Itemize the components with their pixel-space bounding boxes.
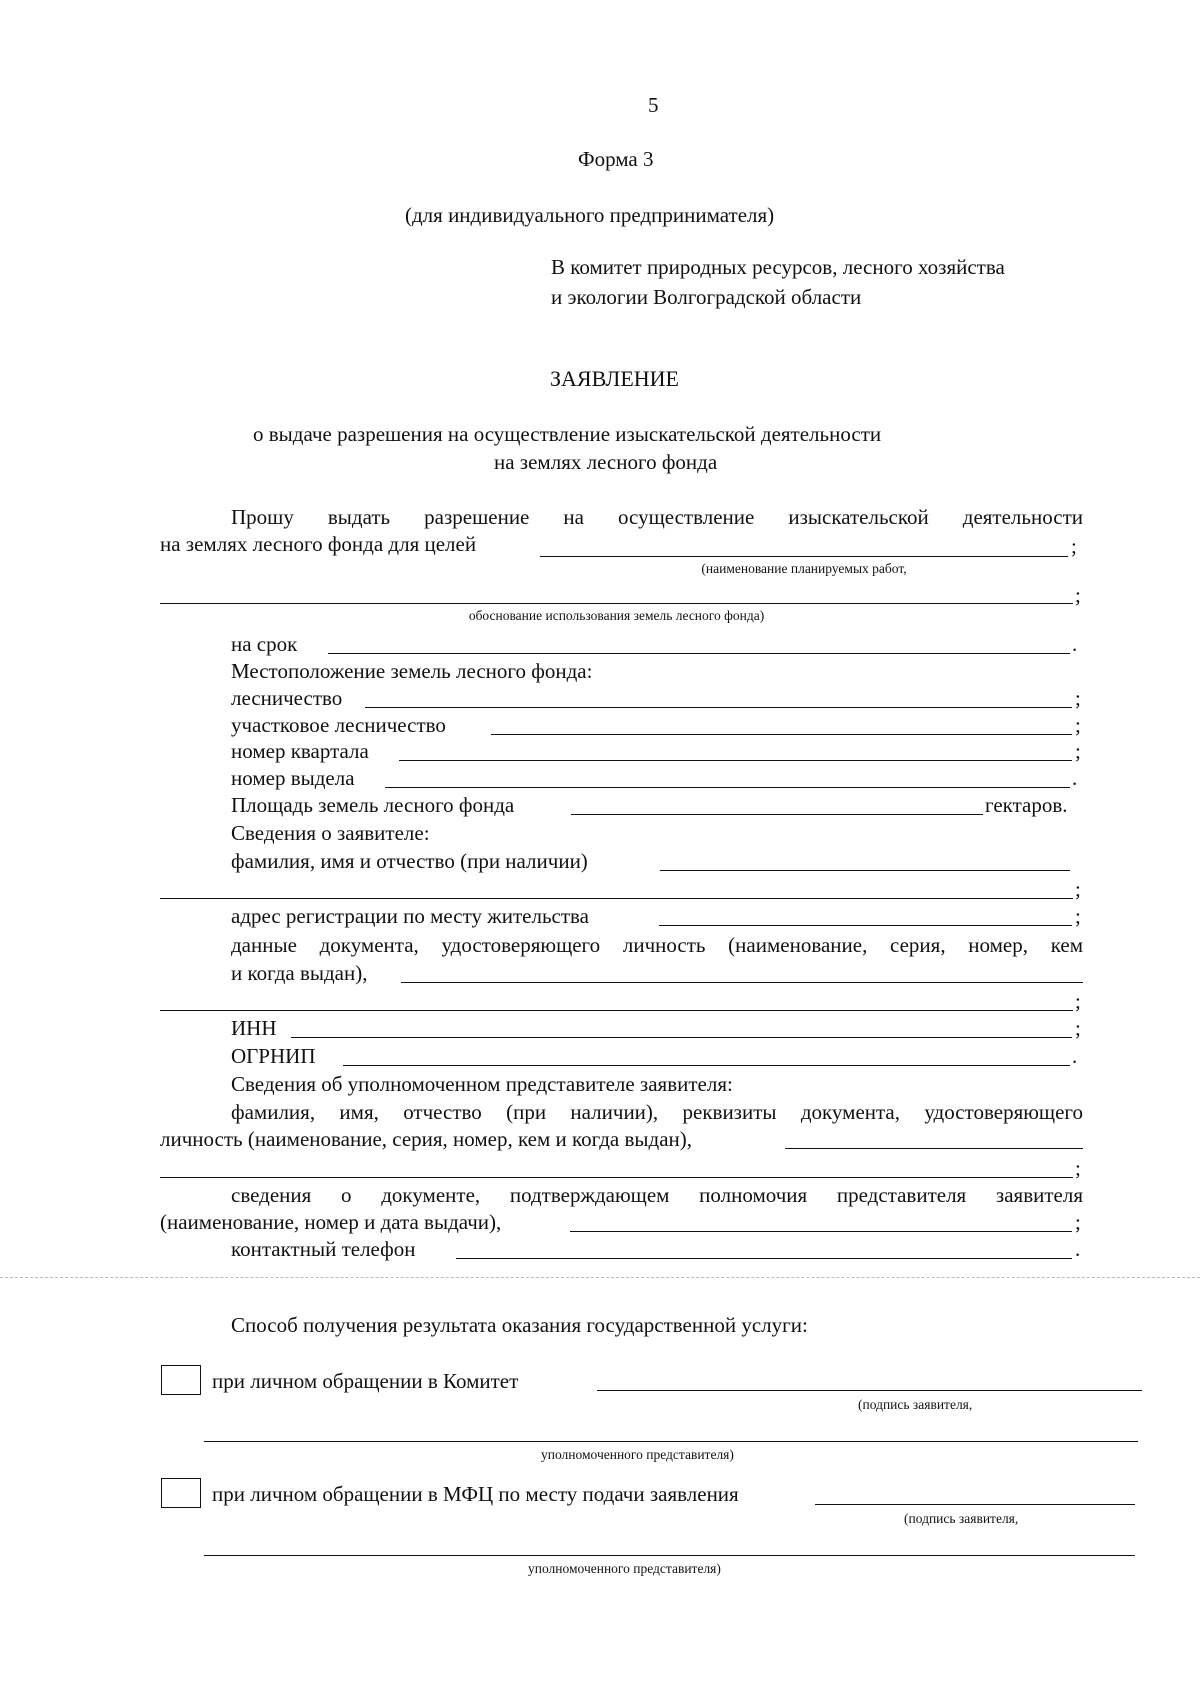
quarter-number-field[interactable] bbox=[399, 760, 1072, 761]
area-label: Площадь земель лесного фонда bbox=[231, 793, 515, 817]
justification-field[interactable] bbox=[160, 603, 1073, 604]
rep-doc-line-2: (наименование, номер и дата выдачи), bbox=[160, 1210, 502, 1234]
form-subtitle: (для индивидуального предпринимателя) bbox=[405, 203, 775, 227]
id-doc-field-2[interactable] bbox=[160, 1010, 1073, 1011]
rep-doc-line-1: сведения о документе, подтверждающем полномочия представителя заявителя bbox=[231, 1183, 1083, 1207]
option-committee-label: при личном обращении в Комитет bbox=[212, 1369, 519, 1393]
location-header: Местоположение земель лесного фонда: bbox=[231, 659, 593, 683]
subtitle-line-2: на землях лесного фонда bbox=[494, 450, 718, 474]
phone-label: контактный телефон bbox=[231, 1237, 416, 1261]
inn-field[interactable] bbox=[291, 1037, 1072, 1038]
rep-name-field-1[interactable] bbox=[785, 1148, 1083, 1149]
allotment-number-field[interactable] bbox=[385, 787, 1070, 788]
rep-name-line-2: личность (наименование, серия, номер, кем и когда выдан), bbox=[160, 1127, 693, 1151]
area-unit: гектаров. bbox=[985, 793, 1068, 817]
mfc-signature-field[interactable] bbox=[815, 1504, 1135, 1505]
rep-name-line-1: фамилия, имя, отчество (при наличии), реквизиты документа, удостоверяющего bbox=[231, 1100, 1083, 1124]
rep-doc-field[interactable] bbox=[570, 1231, 1072, 1232]
scan-artifact-line bbox=[0, 1277, 1200, 1278]
rep-header: Сведения об уполномоченном представителе заявителя: bbox=[231, 1072, 733, 1096]
committee-hint-2: уполномоченного представителя) bbox=[541, 1447, 734, 1462]
phone-field[interactable] bbox=[456, 1258, 1072, 1259]
full-name-field-1[interactable] bbox=[660, 870, 1070, 871]
addressee-line-1: В комитет природных ресурсов, лесного хозяйства bbox=[551, 255, 1005, 279]
option-mfc-label: при личном обращении в МФЦ по месту подачи заявления bbox=[212, 1482, 739, 1506]
committee-hint-1: (подпись заявителя, bbox=[858, 1397, 973, 1412]
registration-address-field[interactable] bbox=[659, 925, 1072, 926]
term-label: на срок bbox=[231, 632, 298, 656]
ogrnip-label: ОГРНИП bbox=[231, 1044, 316, 1068]
mfc-hint-1: (подпись заявителя, bbox=[904, 1511, 1019, 1526]
subtitle-line-1: о выдаче разрешения на осуществление изыскательской деятельности bbox=[253, 422, 882, 446]
applicant-header: Сведения о заявителе: bbox=[231, 821, 430, 845]
inn-label: ИНН bbox=[231, 1016, 277, 1040]
purpose-field[interactable] bbox=[540, 556, 1068, 557]
request-line-2: на землях лесного фонда для целей bbox=[160, 532, 477, 556]
form-label: Форма 3 bbox=[578, 147, 654, 171]
mfc-hint-2: уполномоченного представителя) bbox=[528, 1561, 721, 1576]
document-title: ЗАЯВЛЕНИЕ bbox=[550, 366, 679, 391]
quarter-number-label: номер квартала bbox=[231, 739, 369, 763]
full-name-field-2[interactable] bbox=[160, 898, 1073, 899]
option-mfc-checkbox[interactable] bbox=[161, 1478, 201, 1508]
result-header: Способ получения результата оказания государственной услуги: bbox=[231, 1313, 808, 1337]
full-name-label: фамилия, имя и отчество (при наличии) bbox=[231, 849, 588, 873]
forestry-label: лесничество bbox=[231, 686, 343, 710]
ogrnip-field[interactable] bbox=[343, 1065, 1070, 1066]
mfc-signature-field-2[interactable] bbox=[204, 1555, 1135, 1556]
id-doc-line-2: и когда выдан), bbox=[231, 961, 368, 985]
id-doc-line-1: данные документа, удостоверяющего личность (наименование, серия, номер, кем bbox=[231, 933, 1083, 957]
option-committee-checkbox[interactable] bbox=[161, 1365, 201, 1395]
committee-signature-field-2[interactable] bbox=[204, 1441, 1138, 1442]
registration-address-label: адрес регистрации по месту жительства bbox=[231, 904, 589, 928]
addressee-line-2: и экологии Волгоградской области bbox=[551, 285, 862, 309]
hint-works: (наименование планируемых работ, bbox=[701, 561, 907, 576]
forestry-field[interactable] bbox=[365, 707, 1072, 708]
id-doc-field-1[interactable] bbox=[401, 982, 1083, 983]
rep-name-field-2[interactable] bbox=[160, 1177, 1073, 1178]
document-page: 5 Форма 3 (для индивидуального предпринимателя) В комитет природных ресурсов, лесного хозяйства и экологии Волгоградской области ЗАЯВЛЕНИЕ о выдаче разрешения на осуществление изыскательской деятельности на землях лесного фонда Прошу выдать разрешение на осуществление изыскательской деятельности на землях лесного фонда для целей ; (наименование планируемых работ, ; обоснование использования земель лесного фонда) на срок . Местоположение земель лесного фонда: лесничество ; участковое лесничество ; номер квартала ; номер выдела . Площадь земель лесного фонда гектаров. Сведения о заявителе: фамилия, имя и отчество (при наличии) ; адрес регистрации по месту жительства ; данные документа, удостоверяющего личность (наименование, серия, номер, кем и когда выдан), ; ИНН ; ОГРНИП . Сведения об уполномоченном представителе заявителя: фамилия, имя, отчество (при наличии), реквизиты документа, удостоверяющего личность (наименование, серия, номер, кем и когда выдан), ; сведения о документе, подтверждающем полномочия представителя заявителя (наименование, номер и дата выдачи), ; контактный телефон . Способ получения результата оказания государственной услуги: при личном обращении в Комитет (подпись заявителя, уполномоченного представителя) при личном обращении в МФЦ по месту подачи заявления (подпись заявителя, уполномоченного представителя) bbox=[0, 0, 1200, 1706]
district-forestry-field[interactable] bbox=[491, 734, 1072, 735]
request-line-1: Прошу выдать разрешение на осуществление изыскательской деятельности bbox=[231, 505, 1083, 529]
committee-signature-field[interactable] bbox=[597, 1390, 1142, 1391]
hint-justification: обоснование использования земель лесного фонда) bbox=[468, 608, 765, 623]
area-field[interactable] bbox=[571, 814, 983, 815]
term-field[interactable] bbox=[328, 653, 1070, 654]
page-number: 5 bbox=[648, 93, 659, 117]
allotment-number-label: номер выдела bbox=[231, 766, 355, 790]
district-forestry-label: участковое лесничество bbox=[231, 713, 446, 737]
